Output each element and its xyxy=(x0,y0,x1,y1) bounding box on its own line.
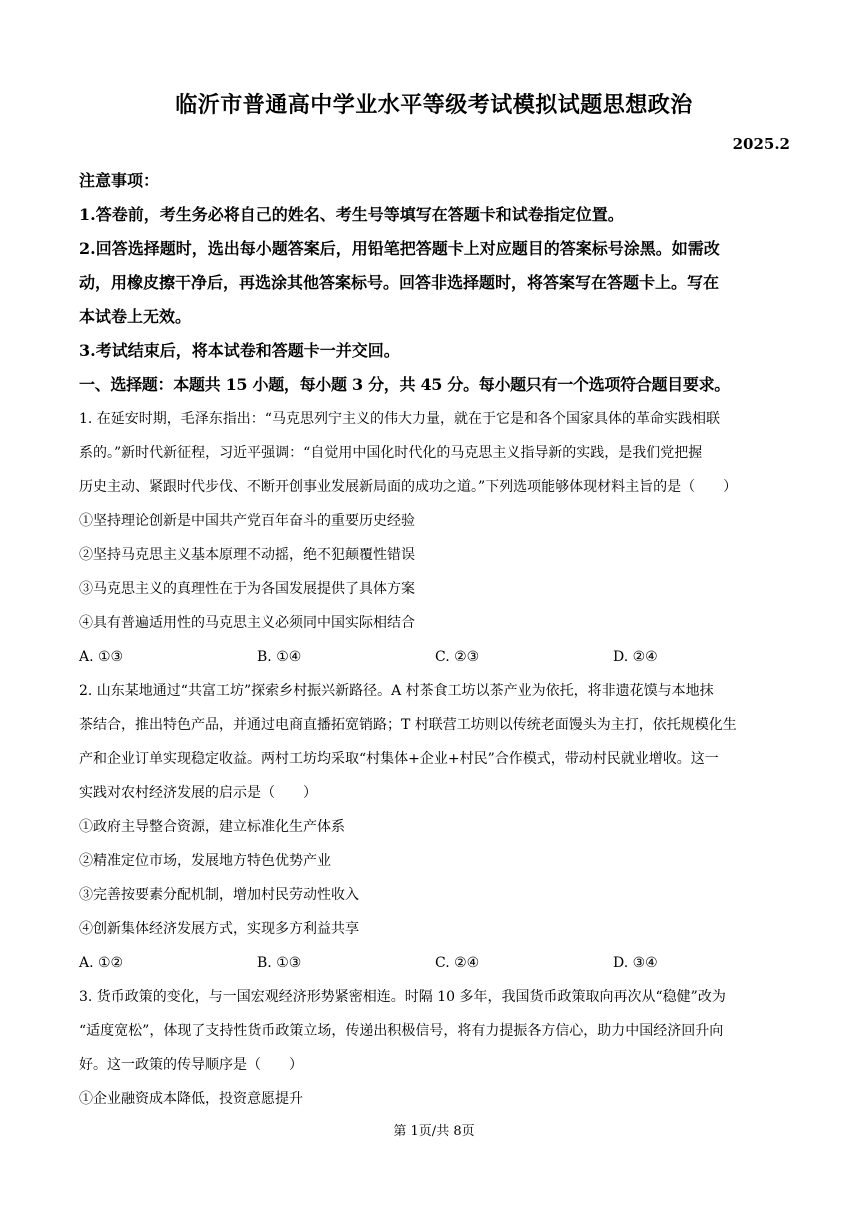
question-3-stem: “适度宽松”，体现了支持性货币政策立场，传递出积极信号，将有力提振各方信心，助力中国经济回升向 xyxy=(79,1023,724,1039)
question-3-item: ①企业融资成本降低，投资意愿提升 xyxy=(79,1091,303,1107)
question-2-item: ①政府主导整合资源，建立标准化生产体系 xyxy=(79,819,345,835)
question-1-item: ④具有普遍适用性的马克思主义必须同中国实际相结合 xyxy=(79,615,415,631)
notice-line: 2.回答选择题时，选出每小题答案后，用铅笔把答题卡上对应题目的答案标号涂黑。如需改 xyxy=(79,239,720,258)
question-2-options xyxy=(79,946,791,980)
question-2-stem: 产和企业订单实现稳定收益。两村工坊均采取“村集体+企业+村民”合作模式，带动村民就业增收。这一 xyxy=(79,751,719,767)
question-2-item: ④创新集体经济发展方式，实现多方利益共享 xyxy=(79,921,359,937)
question-2-stem: 2. 山东某地通过“共富工坊”探索乡村振兴新路径。A 村茶食工坊以茶产业为依托，将非遗花馍与本地抹 xyxy=(79,683,714,699)
page-title: 临沂市普通高中学业水平等级考试模拟试题思想政治 xyxy=(175,92,693,118)
question-2-stem: 实践对农村经济发展的启示是（ ） xyxy=(79,785,317,801)
question-1-stem: 1. 在延安时期，毛泽东指出：“马克思列宁主义的伟大力量，就在于它是和各个国家具体的革命实践相联 xyxy=(79,411,720,427)
question-3-stem: 3. 货币政策的变化，与一国宏观经济形势紧密相连。时隔 10 多年，我国货币政策取向再次从“稳健”改为 xyxy=(79,989,726,1005)
notice-heading: 注意事项： xyxy=(79,171,160,190)
option-b: B. ①③ xyxy=(257,955,302,971)
question-3-stem: 好。这一政策的传导顺序是（ ） xyxy=(79,1057,303,1073)
option-c: C. ②③ xyxy=(435,649,480,665)
exam-content xyxy=(79,164,791,1116)
question-1-item: ③马克思主义的真理性在于为各国发展提供了具体方案 xyxy=(79,581,415,597)
page-footer: 第 1页/共 8页 xyxy=(393,1124,475,1139)
question-1-item: ①坚持理论创新是中国共产党百年奋斗的重要历史经验 xyxy=(79,513,415,529)
question-2-stem: 茶结合，推出特色产品，并通过电商直播拓宽销路；T 村联营工坊则以传统老面馒头为主打，依托规模化生 xyxy=(79,717,737,733)
notice-line: 动，用橡皮擦干净后，再选涂其他答案标号。回答非选择题时，将答案写在答题卡上。写在 xyxy=(79,273,720,292)
option-a: A. ①② xyxy=(79,955,124,971)
notice-line: 3.考试结束后，将本试卷和答题卡一并交回。 xyxy=(79,341,400,360)
option-d: D. ②④ xyxy=(613,649,658,665)
option-a: A. ①③ xyxy=(79,649,124,665)
question-1-stem: 系的。”新时代新征程，习近平强调：“自觉用中国化时代化的马克思主义指导新的实践，是我们党把握 xyxy=(79,445,703,461)
question-1-stem: 历史主动、紧跟时代步伐、不断开创事业发展新局面的成功之道。”下列选项能够体现材料主旨的是（ ） xyxy=(79,479,738,495)
question-2-item: ②精准定位市场，发展地方特色优势产业 xyxy=(79,853,331,869)
section-heading: 一、选择题：本题共 15 小题，每小题 3 分，共 45 分。每小题只有一个选项符合题目要求。 xyxy=(79,375,730,394)
option-b: B. ①④ xyxy=(257,649,302,665)
exam-date: 2025.2 xyxy=(732,135,790,153)
option-d: D. ③④ xyxy=(613,955,658,971)
question-2-item: ③完善按要素分配机制，增加村民劳动性收入 xyxy=(79,887,359,903)
question-1-item: ②坚持马克思主义基本原理不动摇，绝不犯颠覆性错误 xyxy=(79,547,415,563)
option-c: C. ②④ xyxy=(435,955,480,971)
question-1-options xyxy=(79,640,791,674)
notice-line: 1.答卷前，考生务必将自己的姓名、考生号等填写在答题卡和试卷指定位置。 xyxy=(79,205,624,224)
notice-line: 本试卷上无效。 xyxy=(79,307,192,326)
